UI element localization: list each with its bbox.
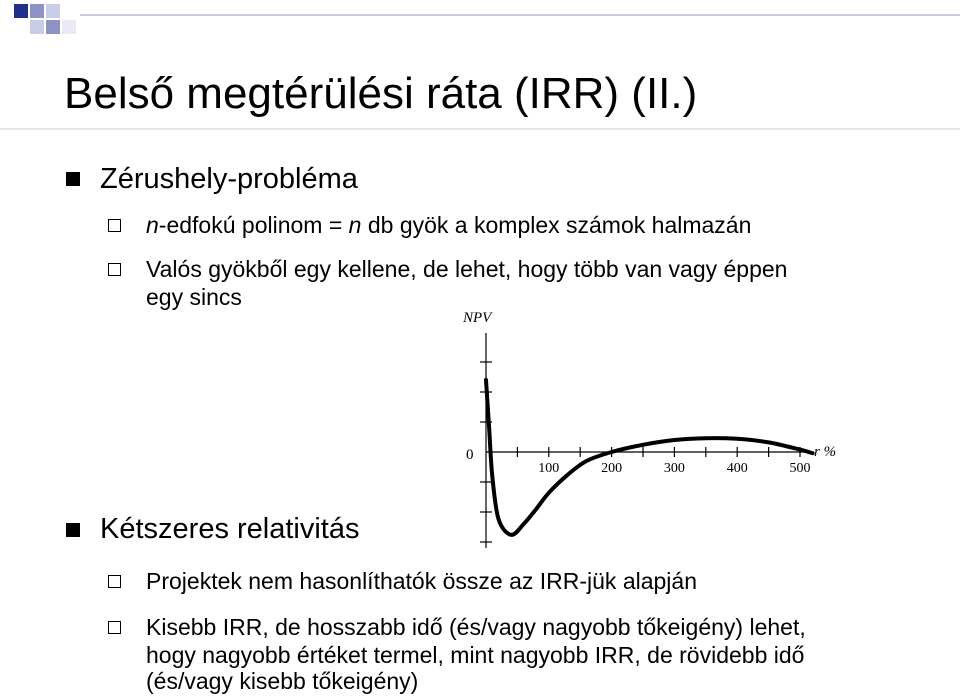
sub-bullet-projektek: Projektek nem hasonlíthatók össze az IRR-jük alapján	[146, 568, 698, 594]
x-tick-label: 500	[789, 461, 811, 476]
bullet-ketszeres: Kétszeres relativitás	[100, 513, 360, 545]
x-axis-label: r %	[814, 444, 837, 460]
x-tick-label: 400	[726, 461, 748, 476]
sub-bullet-polinom: n-edfokú polinom = n db gyök a komplex számok halmazán	[146, 212, 752, 238]
sub-bullet-valos-line2: egy sincs	[146, 284, 242, 310]
origin-label: 0	[466, 447, 474, 463]
sub-bullet-kisebb-line2: hogy nagyobb értéket termel, mint nagyobb IRR, de rövidebb idő	[146, 642, 805, 668]
sub-bullet-kisebb-line3: (és/vagy kisebb tőkeigény)	[146, 668, 419, 694]
bullet-zerushely: Zérushely-probléma	[100, 163, 358, 195]
x-tick-label: 100	[538, 461, 560, 476]
x-tick-label: 200	[601, 461, 623, 476]
slide-title: Belső megtérülési ráta (IRR) (II.)	[64, 69, 698, 118]
sub-bullet-kisebb-line1: Kisebb IRR, de hosszabb idő (és/vagy nagyobb tőkeigény) lehet,	[146, 614, 806, 640]
y-axis-label: NPV	[463, 310, 492, 326]
npv-curve-line	[486, 380, 813, 535]
x-tick-label: 300	[663, 461, 685, 476]
sub-bullet-valos-line1: Valós gyökből egy kellene, de lehet, hogy több van vagy éppen	[146, 256, 788, 282]
